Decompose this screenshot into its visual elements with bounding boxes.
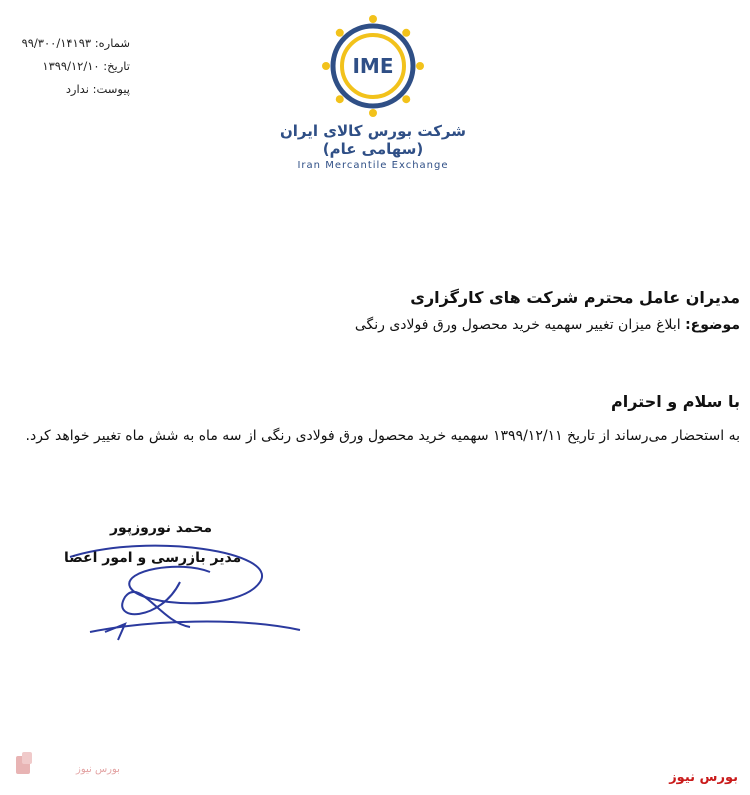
emblem-ray-dot <box>402 95 410 103</box>
letter-date-row <box>0 55 130 78</box>
news-brand-label: بورس نیوز <box>669 770 738 785</box>
letter-date-value: ۱۳۹۹/۱۲/۱۰ <box>42 59 100 73</box>
letter-subject-label: موضوع: <box>685 317 740 333</box>
letter-attachment-row <box>0 78 130 101</box>
letter-subject-text: ابلاغ میزان تغییر سهمیه خرید محصول ورق فولادی رنگی <box>354 317 686 333</box>
emblem-ray-dot <box>336 29 344 37</box>
company-name-en: Iran Mercantile Exchange <box>297 160 449 171</box>
emblem-ray-dot <box>416 62 424 70</box>
emblem-ray-dot <box>402 29 410 37</box>
boursenews-watermark-icon <box>14 750 120 784</box>
signatory-title: مدیر بازرسی و امور اعضا <box>64 550 242 566</box>
emblem-ray-dot <box>369 109 377 117</box>
letter-recipient: مدیران عامل محترم شرکت های کارگزاری <box>410 288 740 307</box>
letter-attachment-label: پیوست: <box>92 82 130 96</box>
ime-emblem-icon <box>321 14 425 118</box>
letter-number-label: شماره: <box>94 36 130 50</box>
letter-subject <box>20 317 740 333</box>
letter-attachment-value: ندارد <box>65 82 89 96</box>
emblem-ray-dot <box>322 62 330 70</box>
company-logo <box>258 14 488 171</box>
letter-number-row <box>0 32 130 55</box>
letter-date-label: تاریخ: <box>103 59 130 73</box>
letter-reference-block <box>0 32 130 101</box>
emblem-ray-dot <box>336 95 344 103</box>
emblem-ray-dot <box>369 15 377 23</box>
watermark-text: بورس نیوز <box>76 764 120 775</box>
letter-number-value: ۹۹/۳۰۰/۱۴۱۹۳ <box>21 36 92 50</box>
company-name-fa: شرکت بورس کالای ایران (سهامی عام) <box>279 122 467 158</box>
ime-emblem-text: IME <box>352 54 394 78</box>
letter-greeting: با سلام و احترام <box>611 392 740 411</box>
signatory-name: محمد نوروزپور <box>110 520 213 536</box>
letter-body: به استحضار می‌رساند از تاریخ ۱۳۹۹/۱۲/۱۱ سهمیه خرید محصول ورق فولادی رنگی از سه ماه به شش ماه تغییر خواهد کرد. <box>25 428 740 444</box>
signature-block <box>30 512 330 662</box>
